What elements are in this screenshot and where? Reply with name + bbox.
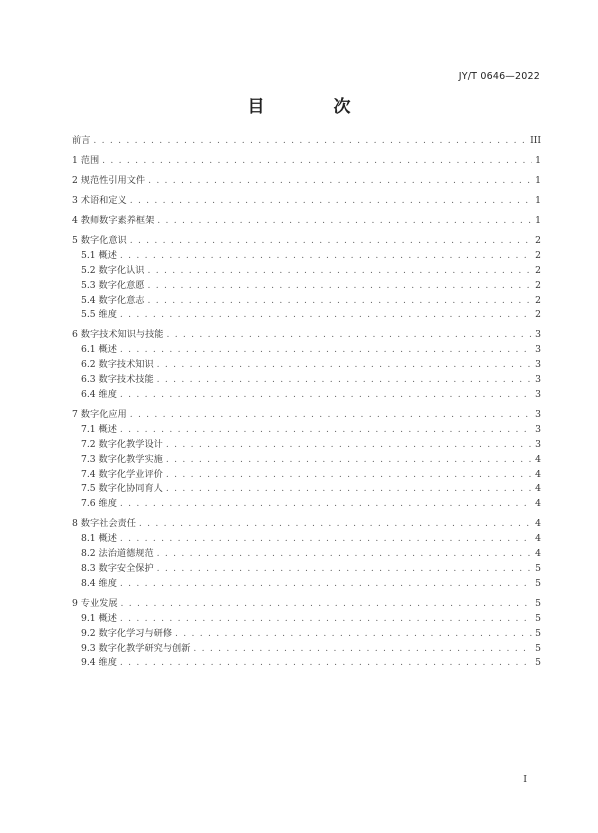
dot-leader: [120, 425, 532, 435]
dot-leader: [120, 310, 532, 320]
toc-entry-label: 前言: [72, 135, 91, 146]
toc-entry[interactable]: [72, 156, 541, 166]
document-code: JY/T 0646—2022: [458, 71, 540, 82]
toc-entry-label: 5 数字化意识: [72, 235, 127, 246]
toc-entry[interactable]: [72, 281, 541, 291]
toc-entry-page: 2: [535, 264, 541, 276]
toc-entry[interactable]: [72, 236, 541, 246]
toc-entry[interactable]: [72, 470, 541, 480]
toc-entry-page: 1: [535, 175, 541, 186]
dot-leader: [147, 266, 532, 276]
dot-leader: [120, 390, 532, 400]
toc-entry-label: 7.6 维度: [81, 498, 117, 510]
dot-leader: [120, 251, 532, 261]
toc-entry-page: 2: [535, 249, 541, 261]
toc-entry-label: 9 专业发展: [72, 597, 118, 609]
toc-entry-label: 7.4 数字化学业评价: [81, 468, 163, 480]
toc-entry-label: 8.1 概述: [81, 533, 117, 545]
toc-entry-label: 9.1 概述: [81, 612, 117, 624]
dot-leader: [166, 484, 532, 494]
toc-entry-label: 8 数字社会责任: [72, 518, 136, 530]
toc-entry-page: 5: [535, 612, 541, 624]
toc-entry[interactable]: [72, 644, 541, 654]
toc-entry-label: 5.4 数字化意志: [81, 294, 145, 306]
toc-entry[interactable]: [72, 564, 541, 574]
toc-entry[interactable]: [72, 330, 541, 340]
dot-leader: [139, 519, 532, 529]
dot-leader: [148, 176, 532, 186]
dot-leader: [120, 345, 532, 355]
toc-entry-page: 1: [535, 155, 541, 166]
toc-entry[interactable]: [72, 599, 541, 609]
toc-entry-label: 9.4 维度: [81, 657, 117, 669]
toc-entry[interactable]: [72, 425, 541, 435]
toc-entry[interactable]: [72, 614, 541, 624]
toc-entry-page: 3: [535, 329, 541, 341]
toc-entry-page: 3: [535, 423, 541, 435]
toc-entry-page: 3: [535, 359, 541, 371]
toc-entry[interactable]: [72, 360, 541, 370]
toc-entry-page: 4: [535, 498, 541, 510]
toc-entry-page: 4: [535, 483, 541, 495]
toc-entry-label: 1 范围: [72, 155, 100, 166]
table-of-contents: [72, 136, 541, 668]
dot-leader: [157, 549, 532, 559]
toc-entry-label: 2 规范性引用文件: [72, 175, 146, 186]
toc-entry-label: 5.1 概述: [81, 249, 117, 261]
toc-entry[interactable]: [72, 375, 541, 385]
toc-entry-label: 6.4 维度: [81, 389, 117, 401]
toc-entry[interactable]: [72, 176, 541, 186]
dot-leader: [120, 658, 532, 668]
toc-entry-page: 1: [535, 215, 541, 226]
toc-entry-label: 9.3 数字化教学研究与创新: [81, 642, 191, 654]
toc-entry-page: 2: [535, 279, 541, 291]
toc-entry-label: 6.3 数字技术技能: [81, 374, 154, 386]
dot-leader: [157, 564, 532, 574]
toc-entry-label: 4 教师数字素养框架: [72, 215, 155, 226]
toc-entry-label: 3 术语和定义: [72, 195, 127, 206]
toc-entry[interactable]: [72, 216, 541, 226]
toc-entry-label: 6 数字技术知识与技能: [72, 329, 164, 341]
dot-leader: [130, 236, 532, 246]
toc-entry-page: 3: [535, 389, 541, 401]
dot-leader: [166, 440, 532, 450]
toc-entry-label: 8.3 数字安全保护: [81, 563, 154, 575]
dot-leader: [175, 629, 532, 639]
toc-entry[interactable]: [72, 136, 541, 146]
toc-entry-page: 4: [535, 518, 541, 530]
dot-leader: [102, 156, 532, 166]
toc-entry[interactable]: [72, 390, 541, 400]
dot-leader: [93, 136, 527, 146]
toc-entry-page: 5: [535, 642, 541, 654]
toc-entry-page: 5: [535, 657, 541, 669]
toc-entry-page: 3: [535, 438, 541, 450]
toc-entry[interactable]: [72, 519, 541, 529]
toc-entry-label: 9.2 数字化学习与研修: [81, 627, 173, 639]
dot-leader: [166, 455, 532, 465]
toc-entry-page: 1: [535, 195, 541, 206]
toc-entry-page: 5: [535, 563, 541, 575]
toc-entry[interactable]: [72, 455, 541, 465]
toc-entry-page: 2: [535, 309, 541, 321]
toc-entry-label: 7 数字化应用: [72, 409, 127, 421]
toc-entry-label: 6.2 数字技术知识: [81, 359, 154, 371]
toc-entry[interactable]: [72, 629, 541, 639]
toc-entry-label: 7.5 数字化协同育人: [81, 483, 163, 495]
toc-entry-page: 4: [535, 533, 541, 545]
toc-entry-page: 5: [535, 627, 541, 639]
dot-leader: [130, 410, 532, 420]
dot-leader: [147, 296, 532, 306]
toc-entry-page: 5: [535, 597, 541, 609]
dot-leader: [120, 614, 532, 624]
footer-page-number: I: [523, 774, 527, 785]
toc-entry[interactable]: [72, 196, 541, 206]
toc-entry[interactable]: [72, 579, 541, 589]
dot-leader: [166, 330, 532, 340]
toc-entry[interactable]: [72, 345, 541, 355]
dot-leader: [120, 579, 532, 589]
toc-entry-page: 3: [535, 344, 541, 356]
dot-leader: [157, 360, 532, 370]
toc-entry-page: 2: [535, 294, 541, 306]
toc-entry-page: 4: [535, 453, 541, 465]
dot-leader: [147, 281, 532, 291]
dot-leader: [121, 599, 533, 609]
toc-entry[interactable]: [72, 499, 541, 509]
toc-entry[interactable]: [72, 251, 541, 261]
toc-entry[interactable]: [72, 534, 541, 544]
toc-entry[interactable]: [72, 440, 541, 450]
toc-entry-label: 5.3 数字化意愿: [81, 279, 145, 291]
toc-entry-page: 3: [535, 409, 541, 421]
toc-entry[interactable]: [72, 266, 541, 276]
toc-entry[interactable]: [72, 484, 541, 494]
dot-leader: [120, 534, 532, 544]
toc-entry-page: 3: [535, 374, 541, 386]
toc-entry-label: 5.5 维度: [81, 309, 117, 321]
toc-entry-page: 5: [535, 577, 541, 589]
toc-entry[interactable]: [72, 549, 541, 559]
toc-entry-page: III: [530, 135, 541, 146]
toc-entry-label: 7.3 数字化教学实施: [81, 453, 163, 465]
toc-entry-page: 4: [535, 468, 541, 480]
toc-entry-page: 2: [535, 235, 541, 246]
dot-leader: [166, 470, 532, 480]
toc-entry-label: 7.2 数字化教学设计: [81, 438, 163, 450]
toc-entry[interactable]: [72, 310, 541, 320]
toc-entry-label: 8.2 法治道德规范: [81, 548, 154, 560]
dot-leader: [157, 216, 532, 226]
dot-leader: [193, 644, 532, 654]
toc-entry-label: 8.4 维度: [81, 577, 117, 589]
toc-entry[interactable]: [72, 296, 541, 306]
toc-entry[interactable]: [72, 658, 541, 668]
toc-entry[interactable]: [72, 410, 541, 420]
toc-entry-label: 7.1 概述: [81, 423, 117, 435]
dot-leader: [120, 499, 532, 509]
page-title: 目 次: [247, 97, 377, 117]
toc-entry-label: 6.1 概述: [81, 344, 117, 356]
dot-leader: [130, 196, 532, 206]
toc-entry-label: 5.2 数字化认识: [81, 264, 145, 276]
dot-leader: [157, 375, 532, 385]
toc-entry-page: 4: [535, 548, 541, 560]
